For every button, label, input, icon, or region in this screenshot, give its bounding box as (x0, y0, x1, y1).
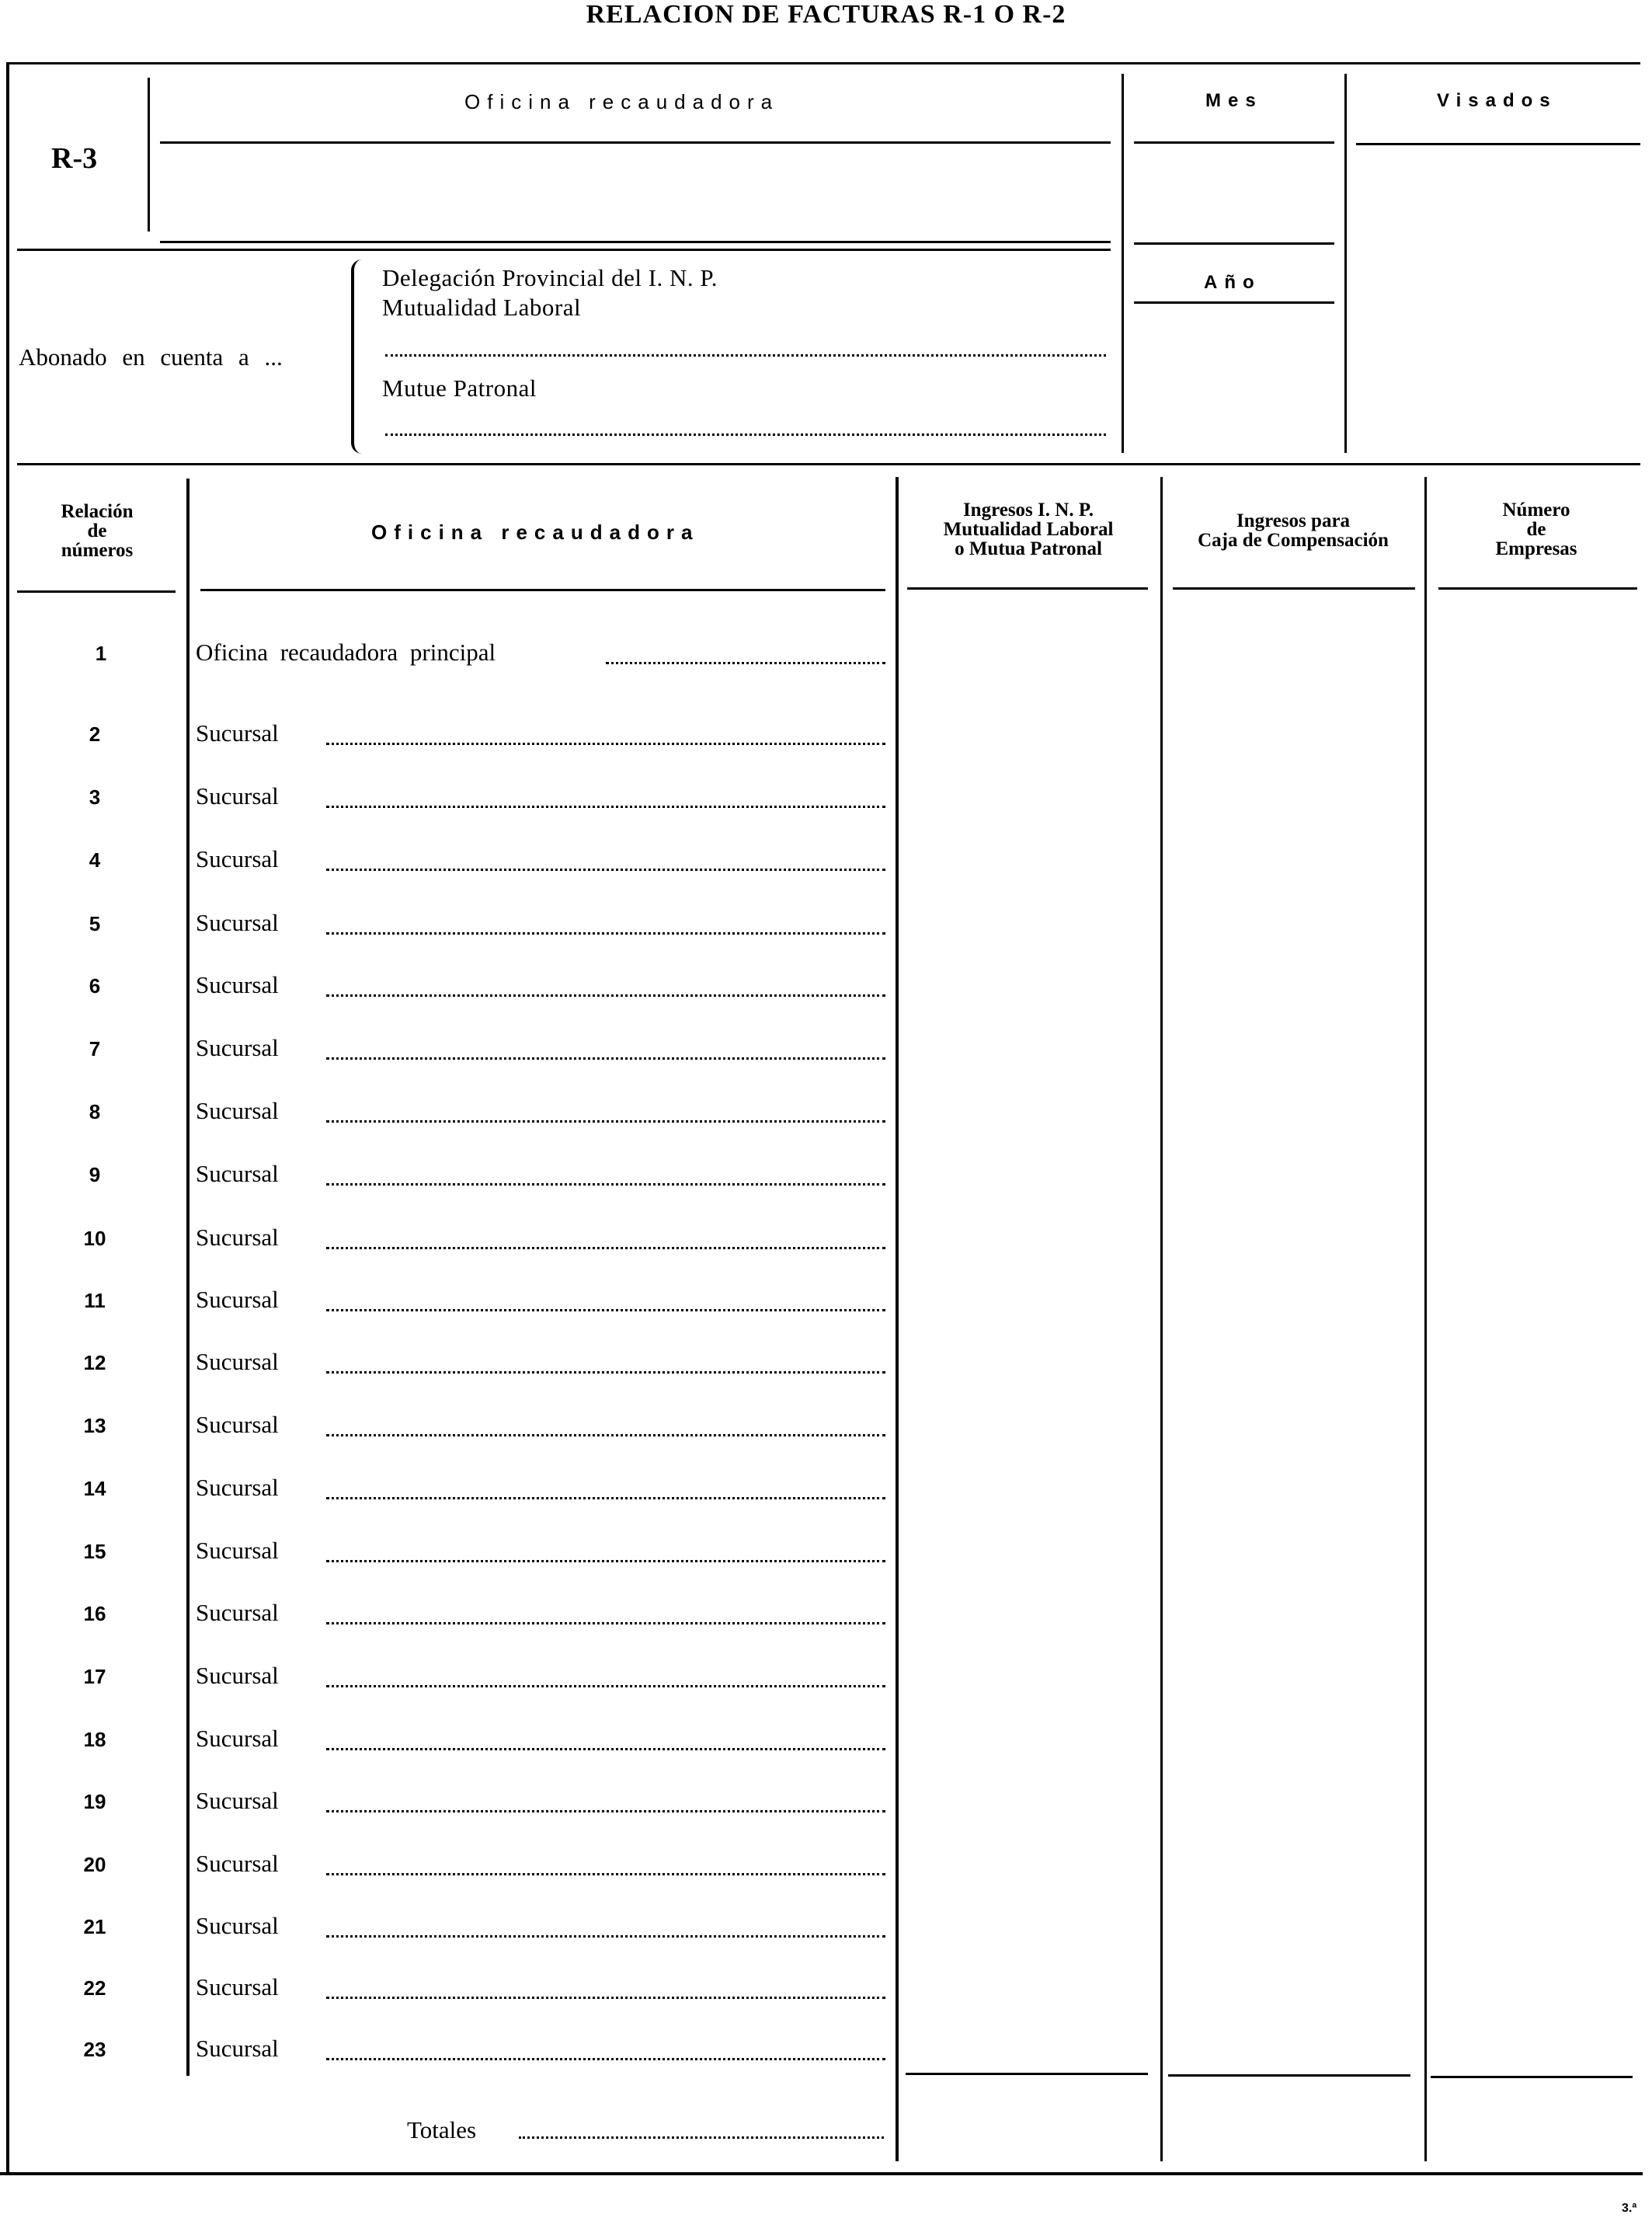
oficina-underline-1 (160, 141, 1111, 144)
row-label-sucursal: Sucursal (196, 1973, 279, 2000)
frame-bottom-line (0, 2172, 1643, 2175)
col-oficina-header: Oficina recaudadora (371, 521, 700, 544)
row-label-sucursal: Sucursal (196, 1411, 279, 1438)
row-number: 11 (84, 1289, 106, 1312)
page-marker: 3.ª (1622, 2202, 1637, 2215)
row-dotline[interactable] (326, 1685, 885, 1687)
row-dotline[interactable] (326, 994, 885, 997)
row-label-sucursal: Sucursal (196, 971, 279, 998)
row-dotline[interactable] (326, 2058, 885, 2060)
row-number: 22 (83, 1976, 106, 2000)
row-dotline[interactable] (326, 1810, 885, 1812)
col-relacion-header (23, 502, 171, 560)
anio-underline (1134, 301, 1334, 304)
col-ingresos-caja-line-1: Ingresos para (1236, 510, 1351, 531)
row-label-sucursal: Sucursal (196, 1034, 279, 1061)
oficina-label-top: Oficina recaudadora (464, 90, 780, 113)
row-dotline[interactable] (326, 1560, 885, 1562)
row-label-sucursal: Sucursal (196, 1662, 279, 1689)
row-dotline[interactable] (606, 662, 885, 664)
row-number: 21 (83, 1915, 106, 1938)
row-dotline[interactable] (326, 869, 885, 871)
row-dotline[interactable] (326, 932, 885, 935)
row-label-sucursal: Sucursal (196, 1348, 279, 1375)
col-numero-empresas-line-3: Empresas (1495, 538, 1577, 559)
col-numero-empresas-line-1: Número (1502, 500, 1570, 521)
abonado-brace (351, 259, 362, 454)
totales-dotline[interactable] (519, 2136, 884, 2139)
row-number: 17 (83, 1665, 106, 1688)
total-line-numero-empresas (1431, 2076, 1633, 2078)
row-number: 1 (95, 642, 107, 665)
col-numero-empresas-line-2: de (1526, 519, 1546, 540)
row-number: 14 (83, 1477, 106, 1500)
totales-label: Totales (407, 2116, 477, 2143)
col-ingresos-inp-line-3: o Mutua Patronal (955, 538, 1102, 559)
row-label-sucursal: Sucursal (196, 909, 279, 936)
col-relacion-line-1: Relación (61, 501, 134, 522)
col-ingresos-caja-underline (1173, 587, 1415, 590)
row-dotline[interactable] (326, 1057, 885, 1060)
row-label-sucursal: Sucursal (196, 719, 279, 747)
row-dotline[interactable] (326, 1873, 885, 1875)
row-label-sucursal: Sucursal (196, 1160, 279, 1187)
mes-input-field[interactable] (1134, 148, 1334, 238)
row-dotline[interactable] (326, 1247, 885, 1249)
row-number: 23 (83, 2038, 106, 2061)
mes-underline-2 (1134, 242, 1334, 245)
col-numero-empresas-underline (1438, 587, 1637, 590)
frame-top-line (6, 62, 1640, 64)
col-ingresos-caja-divider (1424, 477, 1427, 2161)
oficina-input-field[interactable] (160, 148, 1111, 238)
row-number: 13 (83, 1414, 106, 1437)
row-dotline[interactable] (326, 1997, 885, 1999)
row-number: 5 (89, 912, 101, 935)
visados-left-divider (1344, 74, 1347, 453)
mes-label: Mes (1205, 90, 1263, 111)
row-number: 12 (83, 1351, 106, 1374)
option-inp: Delegación Provincial del I. N. P. (382, 264, 718, 291)
anio-input-field[interactable] (1134, 308, 1334, 447)
col-relacion-line-2: de (87, 521, 107, 541)
row-dotline[interactable] (326, 743, 885, 745)
visados-underline (1356, 143, 1640, 145)
row-label-sucursal: Sucursal (196, 2035, 279, 2062)
row-dotline[interactable] (326, 806, 885, 808)
abonado-dotline-1[interactable] (385, 354, 1106, 357)
row-number: 10 (83, 1227, 106, 1250)
r3-divider (148, 78, 150, 232)
row-number: 9 (89, 1163, 101, 1186)
row-number: 4 (89, 848, 101, 872)
frame-left-line (6, 62, 9, 2175)
visados-input-field[interactable] (1356, 149, 1640, 452)
row-number: 18 (83, 1728, 106, 1751)
row-number: 15 (83, 1540, 106, 1563)
row-number: 16 (83, 1602, 106, 1625)
header-bottom-line (17, 463, 1640, 465)
row-label-sucursal: Sucursal (196, 1286, 279, 1313)
row-dotline[interactable] (326, 1935, 885, 1938)
col-oficina-divider (896, 477, 899, 2161)
form-code: R-3 (51, 142, 98, 175)
col-relacion-underline (17, 590, 176, 593)
row-label-sucursal: Sucursal (196, 782, 279, 810)
row-dotline[interactable] (326, 1309, 885, 1311)
col-oficina-underline (200, 589, 885, 591)
row-dotline[interactable] (326, 1497, 885, 1499)
visados-label: Visados (1437, 90, 1557, 111)
row-dotline[interactable] (326, 1371, 885, 1374)
abonado-dotline-2[interactable] (385, 434, 1106, 436)
col-relacion-divider (186, 479, 190, 2076)
row-label-sucursal: Sucursal (196, 1599, 279, 1626)
abonado-label: Abonado en cuenta a ... (19, 343, 283, 371)
row-number: 8 (89, 1100, 101, 1123)
abonado-top-line (17, 249, 1111, 251)
row-dotline[interactable] (326, 1748, 885, 1750)
total-line-ingresos-inp (906, 2073, 1148, 2075)
col-ingresos-caja-line-2: Caja de Compensación (1198, 530, 1389, 551)
row-number: 19 (83, 1790, 106, 1813)
col-ingresos-inp-line-2: Mutualidad Laboral (943, 519, 1114, 540)
mes-left-divider (1122, 74, 1124, 453)
row-number: 20 (83, 1853, 106, 1876)
mes-underline-1 (1134, 141, 1334, 144)
anio-label: Año (1204, 272, 1261, 293)
col-ingresos-inp-line-1: Ingresos I. N. P. (962, 500, 1094, 521)
col-numero-empresas-header (1437, 500, 1636, 559)
document-title: RELACION DE FACTURAS R-1 O R-2 (586, 0, 1066, 29)
row-number: 2 (89, 723, 101, 746)
col-ingresos-inp-underline (907, 587, 1148, 590)
row-number: 7 (89, 1037, 101, 1060)
row-label-sucursal: Sucursal (196, 1224, 279, 1251)
row-label-sucursal: Sucursal (196, 1725, 279, 1752)
row-number: 3 (89, 785, 101, 809)
oficina-underline-2 (160, 241, 1111, 243)
row-label-sucursal: Sucursal (196, 1850, 279, 1877)
row-label-sucursal: Sucursal (196, 845, 279, 872)
col-ingresos-inp-header (903, 500, 1154, 559)
row-number: 6 (89, 974, 101, 998)
option-mutua-patronal: Mutue Patronal (382, 374, 537, 402)
row-dotline[interactable] (326, 1434, 885, 1436)
total-line-ingresos-caja (1168, 2074, 1410, 2077)
col-ingresos-caja-header (1165, 511, 1421, 550)
col-ingresos-inp-divider (1160, 477, 1163, 2161)
row-dotline[interactable] (326, 1622, 885, 1624)
row-dotline[interactable] (326, 1183, 885, 1186)
row-dotline[interactable] (326, 1120, 885, 1123)
row-label-principal: Oficina recaudadora principal (196, 639, 496, 666)
row-label-sucursal: Sucursal (196, 1474, 279, 1501)
row-label-sucursal: Sucursal (196, 1097, 279, 1124)
row-label-sucursal: Sucursal (196, 1537, 279, 1564)
row-label-sucursal: Sucursal (196, 1787, 279, 1814)
row-label-sucursal: Sucursal (196, 1912, 279, 1939)
col-relacion-line-3: números (61, 540, 134, 561)
option-mutualidad: Mutualidad Laboral (382, 294, 582, 321)
